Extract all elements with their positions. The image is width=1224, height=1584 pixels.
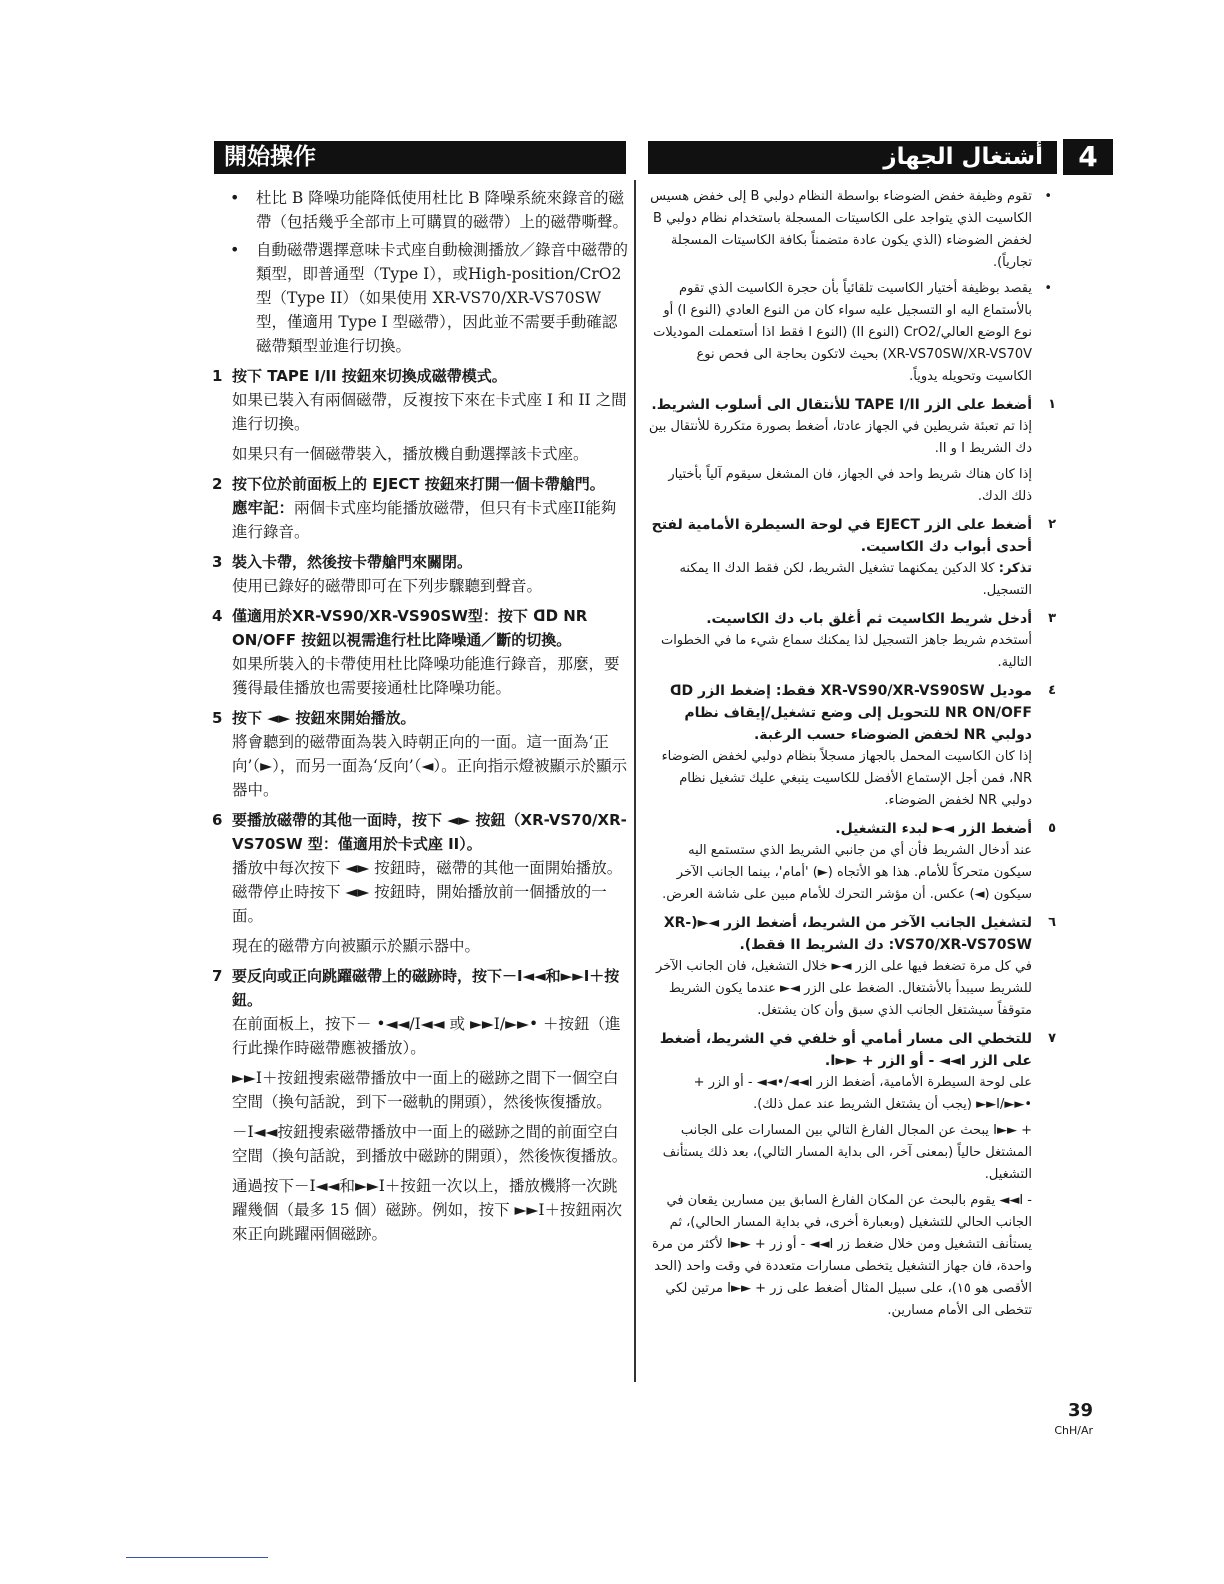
step-paragraph: إذا تم تعبئة شريطين في الجهاز عادتا، أضغط بصورة متكررة للأنتقال بين دك الشريط I و II. [648,419,1032,456]
step-paragraph: 如果已裝入有兩個磁帶，反複按下來在卡式座 I 和 II 之間進行切換。 [232,391,627,433]
step-paragraph: إذا كان الكاسيت المحمل بالجهاز مسجلاً بنظام دولبي لخفض الضوضاء NR، فمن أجل الإستماع الأفضل للكاسيت ينبغي عليك تشغيل نظام دولبي NR لخفض الضوضاء. [661,749,1032,808]
step-6 [212,808,630,958]
step-1 [212,364,630,466]
bullet-text: 自動磁帶選擇意味卡式座自動檢測播放／錄音中磁帶的類型，即普通型（Type I），或High-position/CrO2 型（Type II）（如果使用 XR-VS70/XR-VS70SW 型，僅適用 Type I 型磁帶），因此並不需要手動確認磁帶類型並進行切換。 [256,241,629,355]
step-3 [648,608,1060,674]
step-heading: أضغط الزر ◄► لبدء التشغيل. [835,821,1032,837]
step-paragraph: + ►►I يبحث عن المجال الفارغ التالي بين المسارات على الجانب المشتغل حالياً (بمعنى آخر، الى بداية المسار التالي)، بعد ذلك يستأنف التشغيل. [662,1123,1032,1182]
note-text: كلا الدكين يمكنهما تشغيل الشريط، لكن فقط الدك II يمكنه التسجيل. [679,561,1032,598]
step-3 [212,550,630,598]
step-number: 2 [212,475,223,493]
step-heading: 按下 TAPE I/II 按鈕來切換成磁帶模式。 [232,367,507,385]
bullet-item [212,186,630,234]
step-number: ٢ [1048,517,1056,532]
step-paragraph: على لوحة السيطرة الأمامية، أضغط الزر I◄◄/•◄◄ - أو الزر + •►►/I►► (يجب أن يشتغل الشريط عند عمل ذلك). [693,1075,1032,1112]
step-6 [648,912,1060,1022]
footnote-rule [126,1557,268,1558]
step-heading: 要播放磁帶的其他一面時，按下 ◄► 按鈕（XR-VS70/XR-VS70SW 型：僅適用於卡式座 II）。 [232,811,627,853]
step-paragraph: 在前面板上，按下－ •◄◄/I◄◄ 或 ►►I/►►• ＋按鈕（進行此操作時磁帶應被播放）。 [232,1015,621,1057]
step-1 [648,394,1060,508]
step-heading: 要反向或正向跳躍磁帶上的磁跡時，按下－I◄◄和►►I＋按鈕。 [232,967,620,1009]
step-heading: موديل XR-VS90/XR-VS90SW فقط: إضغط الزر ᗡᗞ NR ON/OFF للتحويل إلى وضع تشغيل/إيقاف نظام دولبي NR لخفض الضوضاء حسب الرغبة. [669,683,1032,743]
chinese-column [212,186,630,1252]
step-number: 5 [212,709,223,727]
step-7 [648,1028,1060,1322]
arabic-column [648,186,1060,1326]
step-paragraph: 現在的磁帶方向被顯示於顯示器中。 [232,937,481,955]
section-title-chinese: 開始操作 [214,141,626,174]
bullet-item [648,278,1060,388]
step-paragraph: إذا كان هناك شريط واحد في الجهاز، فان المشغل سيقوم آلياً بأختيار ذلك الدك. [668,467,1032,504]
bullet-text: تقوم وظيفة خفض الضوضاء بواسطة النظام دولبي B إلى خفض هسيس الكاسيت الذي يتواجد على الكاسيتات المسجلة باستخدام نظام دولبي B لخفض الضوضاء (الذي يكون عادة متضمناً بكافة الكاسيتات المسجلة تجارياً). [650,189,1032,270]
step-paragraph: 播放中每次按下 ◄► 按鈕時，磁帶的其他一面開始播放。磁帶停止時按下 ◄► 按鈕時，開始播放前一個播放的一面。 [232,859,623,925]
step-7 [212,964,630,1246]
step-paragraph: 通過按下－I◄◄和►►I＋按鈕一次以上，播放機將一次跳躍幾個（最多 15 個）磁跡。例如，按下 ►►I＋按鈕兩次來正向跳躍兩個磁跡。 [232,1177,622,1243]
step-4 [212,604,630,700]
bullet-dot-icon: • [1044,189,1052,204]
step-paragraph: عند أدخال الشريط فأن أي من جانبي الشريط الذي ستستمع اليه سيكون متحركاً للأمام. هذا هو الأتجاه (►) 'أمام'، بينما الجانب الآخر سيكون (◄) عكس. أن مؤشر التحرك للأمام مبين على شاشة العرض. [662,843,1032,902]
bullet-text: يقصد بوظيفة أختيار الكاسيت تلقائياً بأن حجرة الكاسيت الذي تقوم بالأستماع اليه او التسجيل عليه سواء كان من النوع العادي (النوع I) أو نوع الوضع العالي/CrO2 (النوع II) (النوع I فقط اذا أستعملت الموديلات XR-VS70SW/XR-VS70V) بحيث لاتكون بحاجة الى فحص نوع الكاسيت وتحويله يدوياً. [653,281,1032,384]
page-number: 39 [1067,1400,1093,1421]
step-2 [212,472,630,544]
column-divider [634,180,636,1382]
step-number: 7 [212,967,223,985]
note-label: تذكر: [998,561,1032,576]
step-paragraph: - I◄◄ يقوم بالبحث عن المكان الفارغ السابق بين مسارين يقعان في الجانب الحالي للتشغيل (وبعبارة أخرى، في بداية المسار الحالي)، ثم يستأنف التشغيل ومن خلال ضغط زر I◄◄ - أو زر + ►►I لأكثر من مرة واحدة، فان جهاز التشغيل يتخطى مسارات متعددة في وقت واحد (الحد الأقصى هو ١٥)، على سبيل المثال أضغط على زر + ►►I مرتين لكي تتخطى الى الأمام مسارين. [652,1193,1032,1318]
bullet-text: 杜比 B 降噪功能降低使用杜比 B 降噪系統來錄音的磁帶（包括幾乎全部市上可購買的磁帶）上的磁帶嘶聲。 [256,189,629,231]
bullet-dot-icon: • [230,188,240,207]
step-4 [648,680,1060,812]
step-paragraph: －I◄◄按鈕搜索磁帶播放中一面上的磁跡之間的前面空白空間（換句話說，到播放中磁跡的開頭），然後恢復播放。 [232,1123,628,1165]
step-heading: للتخطي الى مسار أمامي أو خلفي في الشريط، أضغط على الزر I◄◄ - أو الزر + ►►I. [659,1031,1032,1069]
step-heading: لتشغيل الجانب الآخر من الشريط، أضغط الزر ◄►(XR-VS70/XR-VS70SW: دك الشريط II فقط). [663,915,1032,953]
page-language-code: ChH/Ar [1054,1424,1093,1437]
step-paragraph: 將會聽到的磁帶面為裝入時朝正向的一面。這一面為‘正向’（►），而另一面為‘反向’（◄）。正向指示燈被顯示於顯示器中。 [232,733,628,799]
step-number: ٥ [1048,821,1056,836]
section-title-arabic: أشتغال الجهاز [648,141,1057,174]
step-number: 6 [212,811,223,829]
step-heading: 僅適用於XR-VS90/XR-VS90SW型：按下 ᗡᗞ NR ON/OFF 按鈕以視需進行杜比降噪通／斷的切換。 [232,607,588,649]
step-paragraph [648,558,1032,602]
step-heading: 按下 ◄► 按鈕來開始播放。 [232,709,416,727]
step-2 [648,514,1060,602]
step-5 [648,818,1060,906]
step-number: ٣ [1048,611,1056,626]
bullet-dot-icon: • [230,240,240,259]
step-heading: 按下位於前面板上的 EJECT 按鈕來打開一個卡帶艙門。 [232,475,605,493]
step-heading: 裝入卡帶，然後按卡帶艙門來關閉。 [232,553,473,571]
note-text: 兩個卡式座均能播放磁帶，但只有卡式座II能夠進行錄音。 [232,499,617,541]
step-paragraph: 如果所裝入的卡帶使用杜比降噪功能進行錄音，那麼，要獲得最佳播放也需要接通杜比降噪功能。 [232,655,620,697]
chapter-number: 4 [1063,139,1113,175]
bullet-dot-icon: • [1044,281,1052,296]
bullet-item [648,186,1060,274]
step-paragraph: أستخدم شريط جاهز التسجيل لذا يمكنك سماع شيء ما في الخطوات التالية. [660,633,1032,670]
bullet-item [212,238,630,358]
step-heading: أدخل شريط الكاسيت ثم أغلق باب دك الكاسيت. [706,611,1032,627]
step-number: ١ [1048,397,1056,412]
note-label: 應牢記： [232,499,295,517]
step-paragraph: في كل مرة تضغط فيها على الزر ◄► خلال التشغيل، فان الجانب الآخر للشريط سيبدأ بالأشتغال. الضغط على الزر ◄► عندما يكون الشريط متوقفاً سيشتغل الجانب الذي سبق وأن كان يشتغل. [656,959,1032,1018]
step-heading: أضغط على الزر TAPE I/II للأنتقال الى أسلوب الشريط. [651,397,1032,413]
step-paragraph: 使用已錄好的磁帶即可在下列步驟聽到聲音。 [232,577,543,595]
step-paragraph [232,496,630,544]
step-number: 4 [212,607,223,625]
step-heading: أضغط على الزر EJECT في لوحة السيطرة الأمامية لفتح أحدى أبواب دك الكاسيت. [651,517,1032,555]
step-paragraph: ►►I＋按鈕搜索磁帶播放中一面上的磁跡之間下一個空白空間（換句話說，到下一磁軌的開頭），然後恢復播放。 [232,1069,619,1111]
step-5 [212,706,630,802]
step-number: ٤ [1048,683,1056,698]
step-paragraph: 如果只有一個磁帶裝入，播放機自動選擇該卡式座。 [232,445,589,463]
step-number: ٦ [1048,915,1056,930]
step-number: 1 [212,367,223,385]
step-number: ٧ [1048,1031,1056,1046]
step-number: 3 [212,553,223,571]
